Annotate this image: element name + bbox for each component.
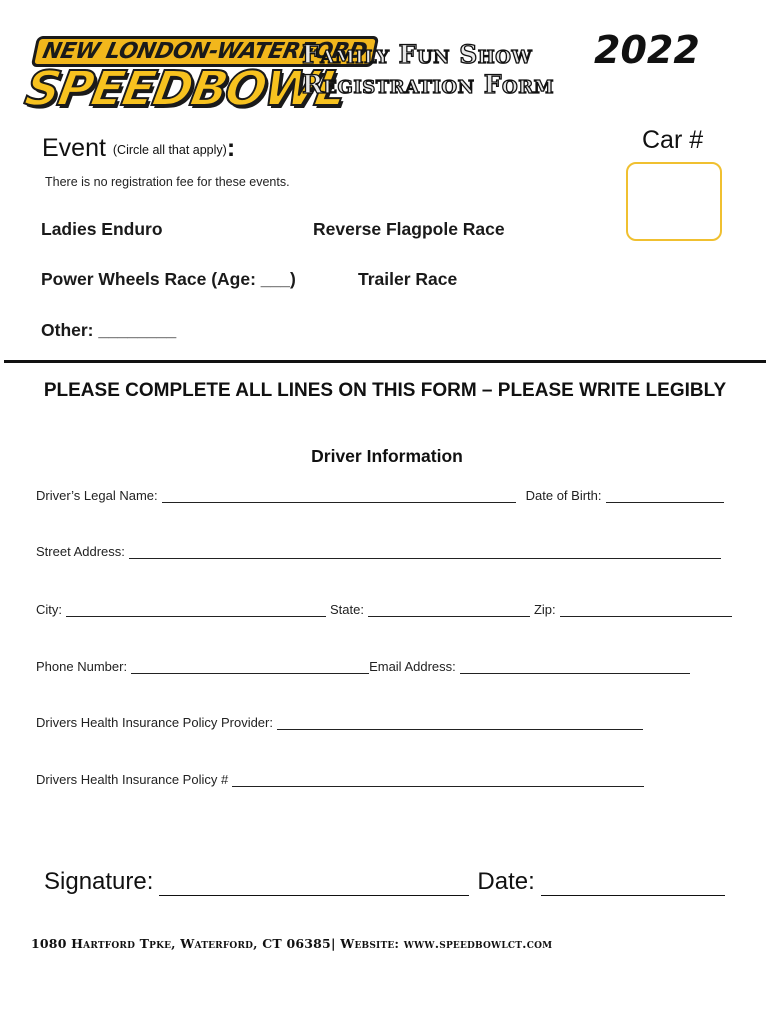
car-number-box[interactable] bbox=[626, 162, 722, 241]
street-field[interactable] bbox=[129, 544, 721, 559]
event-colon: : bbox=[226, 134, 236, 162]
state-label: State: bbox=[330, 602, 364, 617]
insurance-policy-row bbox=[36, 772, 644, 787]
legal-name-field[interactable] bbox=[162, 488, 516, 503]
email-label: Email Address: bbox=[369, 659, 456, 674]
event-option-other[interactable]: Other: ________ bbox=[41, 320, 177, 340]
section-divider bbox=[4, 360, 766, 363]
phone-field[interactable] bbox=[131, 659, 369, 674]
form-title bbox=[302, 40, 592, 100]
legal-name-row bbox=[36, 488, 724, 503]
logo-main-text: SPEEDBOWL bbox=[21, 61, 350, 117]
instructions-banner: PLEASE COMPLETE ALL LINES ON THIS FORM – PLEASE WRITE LEGIBLY bbox=[43, 380, 727, 401]
insurance-policy-label: Drivers Health Insurance Policy # bbox=[36, 772, 229, 787]
city-label: City: bbox=[36, 602, 62, 617]
car-number-label: Car # bbox=[642, 126, 704, 154]
event-option-reverse-flagpole[interactable]: Reverse Flagpole Race bbox=[313, 219, 505, 239]
insurance-provider-label: Drivers Health Insurance Policy Provider: bbox=[36, 715, 273, 730]
logo-top-text: NEW LONDON-WATERFORD bbox=[31, 36, 379, 67]
form-title-line1: Family Fun Show bbox=[302, 40, 533, 69]
date-field[interactable] bbox=[541, 869, 725, 896]
street-label: Street Address: bbox=[36, 544, 125, 559]
state-field[interactable] bbox=[368, 602, 530, 617]
dob-label: Date of Birth: bbox=[525, 488, 602, 503]
event-label: Event bbox=[42, 134, 106, 162]
driver-info-heading: Driver Information bbox=[311, 446, 463, 466]
city-state-zip-row bbox=[36, 602, 732, 617]
insurance-provider-row bbox=[36, 715, 643, 730]
legal-name-label: Driver’s Legal Name: bbox=[36, 488, 158, 503]
event-option-ladies-enduro[interactable]: Ladies Enduro bbox=[41, 219, 163, 239]
signature-field[interactable] bbox=[159, 869, 469, 896]
dob-field[interactable] bbox=[606, 488, 724, 503]
signature-label: Signature: bbox=[44, 868, 154, 895]
zip-field[interactable] bbox=[560, 602, 732, 617]
fee-note: There is no registration fee for these events. bbox=[45, 175, 290, 189]
event-hint: (Circle all that apply) bbox=[112, 143, 227, 157]
zip-label: Zip: bbox=[533, 602, 556, 617]
city-field[interactable] bbox=[66, 602, 326, 617]
event-option-power-wheels[interactable]: Power Wheels Race (Age: ___) bbox=[41, 269, 296, 289]
email-field[interactable] bbox=[460, 659, 690, 674]
footer-address: 1080 Hartford Tpke, Waterford, CT 06385| Website: www.speedbowlct.com bbox=[31, 936, 553, 951]
phone-email-row bbox=[36, 659, 690, 674]
form-year: 2022 bbox=[594, 28, 700, 72]
date-label: Date: bbox=[477, 868, 535, 895]
insurance-policy-field[interactable] bbox=[232, 772, 644, 787]
form-title-line2: Registration Form bbox=[302, 70, 555, 99]
event-heading bbox=[42, 134, 235, 163]
street-row bbox=[36, 544, 721, 559]
event-option-trailer-race[interactable]: Trailer Race bbox=[358, 269, 458, 289]
phone-label: Phone Number: bbox=[36, 659, 128, 674]
signature-row bbox=[44, 868, 725, 896]
speedbowl-logo bbox=[21, 36, 370, 120]
insurance-provider-field[interactable] bbox=[277, 715, 643, 730]
